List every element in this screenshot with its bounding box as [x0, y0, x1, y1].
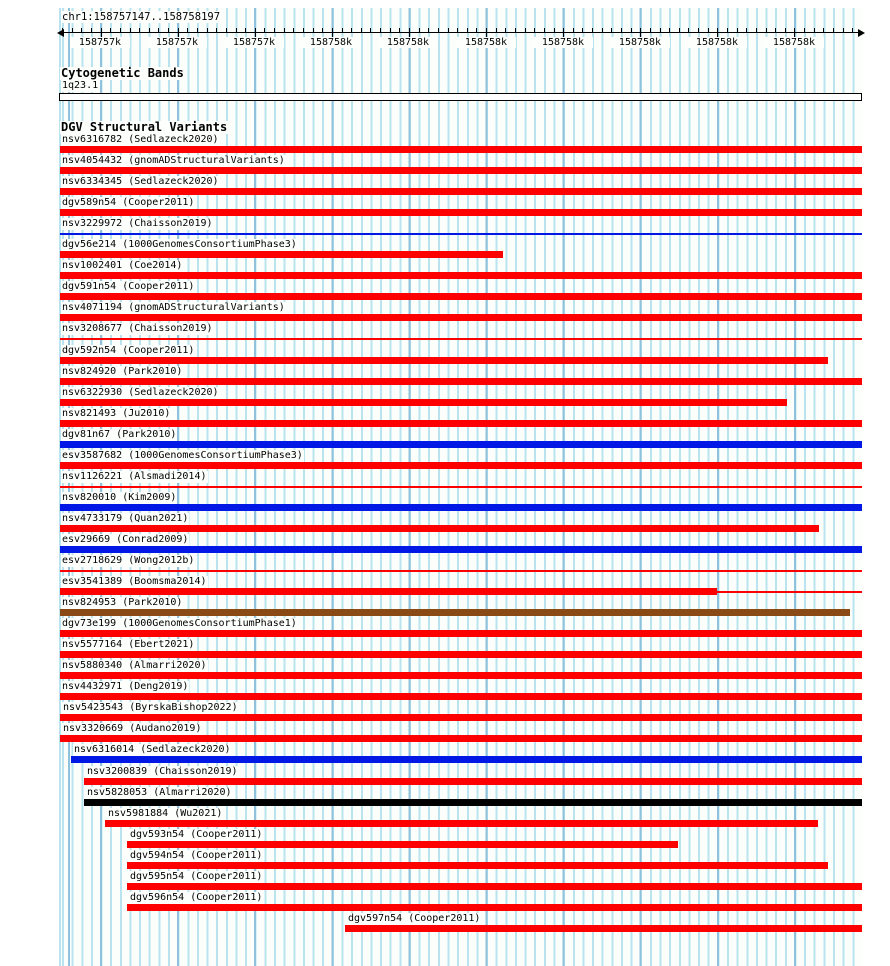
variant-label[interactable]: esv3587682 (1000GenomesConsortiumPhase3)	[62, 450, 303, 461]
ruler-minor-tick	[370, 28, 371, 33]
ruler-minor-tick	[650, 28, 651, 33]
ruler-tick-label: 158758k	[610, 37, 670, 48]
variant-bar[interactable]	[60, 420, 862, 427]
variant-label[interactable]: nsv3208677 (Chaisson2019)	[62, 323, 213, 334]
variant-bar[interactable]	[60, 272, 862, 279]
ruler-minor-tick	[621, 28, 622, 33]
variant-bar[interactable]	[60, 546, 862, 553]
variant-label[interactable]: dgv595n54 (Cooper2011)	[130, 871, 263, 882]
ruler-minor-tick	[62, 28, 63, 33]
ruler-minor-tick	[698, 28, 699, 33]
ruler-tick-label: 158758k	[687, 37, 747, 48]
variant-label[interactable]: dgv594n54 (Cooper2011)	[130, 850, 263, 861]
ruler-minor-tick	[139, 28, 140, 33]
ruler-minor-tick	[823, 28, 824, 33]
variant-label[interactable]: nsv6316782 (Sedlazeck2020)	[62, 134, 219, 145]
ruler-tick-label: 158757k	[70, 37, 130, 48]
ruler-minor-tick	[737, 28, 738, 33]
variant-label[interactable]: dgv596n54 (Cooper2011)	[130, 892, 263, 903]
ruler-minor-tick	[313, 28, 314, 33]
ruler-minor-tick	[197, 28, 198, 33]
ruler-minor-tick	[216, 28, 217, 33]
ruler-line	[60, 32, 862, 33]
ruler-minor-tick	[688, 28, 689, 33]
ruler-major-tick	[640, 28, 641, 37]
ruler-minor-tick	[351, 28, 352, 33]
ruler-minor-tick	[804, 28, 805, 33]
cytogenetic-band-label: 1q23.1	[62, 80, 99, 91]
variant-bar[interactable]	[60, 314, 862, 321]
ruler-minor-tick	[236, 28, 237, 33]
variant-bar[interactable]	[60, 588, 717, 595]
ruler-minor-tick	[158, 28, 159, 33]
variant-label[interactable]: esv2718629 (Wong2012b)	[62, 555, 195, 566]
variant-bar[interactable]	[60, 714, 862, 721]
ruler-tick-label: 158757k	[224, 37, 284, 48]
variant-bar[interactable]	[60, 504, 862, 511]
ruler-minor-tick	[467, 28, 468, 33]
variant-bar[interactable]	[84, 799, 862, 806]
ruler-minor-tick	[573, 28, 574, 33]
variant-label[interactable]: dgv56e214 (1000GenomesConsortiumPhase3)	[62, 239, 297, 250]
variant-label[interactable]: nsv821493 (Ju2010)	[62, 408, 171, 419]
variant-bar[interactable]	[127, 904, 862, 911]
ruler-major-tick	[101, 28, 102, 37]
ruler-minor-tick	[303, 28, 304, 33]
ruler-tick-label: 158758k	[378, 37, 438, 48]
variant-bar[interactable]	[345, 925, 862, 932]
variant-bar[interactable]	[60, 486, 862, 488]
variant-bar[interactable]	[60, 525, 819, 532]
ruler-minor-tick	[515, 28, 516, 33]
ruler-minor-tick	[187, 28, 188, 33]
variant-bar[interactable]	[60, 609, 850, 616]
ruler-minor-tick	[72, 28, 73, 33]
ruler-minor-tick	[554, 28, 555, 33]
variant-bar[interactable]	[60, 293, 862, 300]
ruler-minor-tick	[284, 28, 285, 33]
variant-label[interactable]: nsv3320669 (Audano2019)	[63, 723, 202, 734]
ruler-minor-tick	[428, 28, 429, 33]
variant-bar[interactable]	[60, 651, 862, 658]
ruler-minor-tick	[525, 28, 526, 33]
ruler-minor-tick	[274, 28, 275, 33]
variant-label[interactable]: dgv589n54 (Cooper2011)	[62, 197, 195, 208]
ruler-minor-tick	[448, 28, 449, 33]
ruler-minor-tick	[785, 28, 786, 33]
variant-bar[interactable]	[60, 693, 862, 700]
ruler-minor-tick	[669, 28, 670, 33]
ruler-minor-tick	[342, 28, 343, 33]
variant-label[interactable]: dgv592n54 (Cooper2011)	[62, 345, 195, 356]
ruler-major-tick	[409, 28, 410, 37]
ruler-minor-tick	[390, 28, 391, 33]
ruler-tick-label: 158757k	[147, 37, 207, 48]
ruler-minor-tick	[534, 28, 535, 33]
variant-label[interactable]: nsv6334345 (Sedlazeck2020)	[62, 176, 219, 187]
ruler-major-tick	[717, 28, 718, 37]
variant-bar[interactable]	[60, 378, 862, 385]
variant-bar[interactable]	[127, 883, 862, 890]
variant-label[interactable]: nsv1002401 (Coe2014)	[62, 260, 183, 271]
variant-bar[interactable]	[60, 233, 862, 235]
ruler-minor-tick	[419, 28, 420, 33]
ruler-minor-tick	[245, 28, 246, 33]
variant-label[interactable]: dgv73e199 (1000GenomesConsortiumPhase1)	[62, 618, 297, 629]
ruler-tick-label: 158758k	[301, 37, 361, 48]
ruler-minor-tick	[399, 28, 400, 33]
variant-label[interactable]: nsv824920 (Park2010)	[62, 366, 183, 377]
ruler-minor-tick	[592, 28, 593, 33]
ruler-minor-tick	[496, 28, 497, 33]
variant-bar[interactable]	[60, 462, 862, 469]
ruler-minor-tick	[505, 28, 506, 33]
cytogenetic-bands-title: Cytogenetic Bands	[61, 66, 184, 80]
region-label: chr1:158757147..158758197	[62, 11, 221, 23]
variant-label[interactable]: nsv5577164 (Ebert2021)	[62, 639, 195, 650]
ruler-minor-tick	[631, 28, 632, 33]
variant-bar[interactable]	[84, 778, 862, 785]
ruler-major-tick	[486, 28, 487, 37]
ruler-minor-tick	[293, 28, 294, 33]
ruler-minor-tick	[602, 28, 603, 33]
variant-label[interactable]: nsv820010 (Kim2009)	[62, 492, 177, 503]
ruler-minor-tick	[120, 28, 121, 33]
ruler-major-tick	[332, 28, 333, 37]
variant-bar[interactable]	[127, 841, 678, 848]
variant-bar[interactable]	[60, 357, 828, 364]
variant-bar[interactable]	[60, 209, 862, 216]
variant-bar[interactable]	[60, 441, 862, 448]
ruler-major-tick	[794, 28, 795, 37]
variant-label[interactable]: nsv5423543 (ByrskaBishop2022)	[63, 702, 238, 713]
ruler-minor-tick	[91, 28, 92, 33]
variant-bar[interactable]	[71, 756, 862, 763]
variant-label[interactable]: dgv597n54 (Cooper2011)	[348, 913, 481, 924]
variant-label[interactable]: nsv6316014 (Sedlazeck2020)	[74, 744, 231, 755]
ruler-major-tick	[563, 28, 564, 37]
ruler-major-tick	[178, 28, 179, 37]
variant-label[interactable]: nsv5981884 (Wu2021)	[108, 808, 223, 819]
ruler-minor-tick	[756, 28, 757, 33]
ruler-minor-tick	[168, 28, 169, 33]
ruler-tick-label: 158758k	[764, 37, 824, 48]
ruler-minor-tick	[322, 28, 323, 33]
variant-label[interactable]: nsv3200839 (Chaisson2019)	[87, 766, 238, 777]
ruler-minor-tick	[81, 28, 82, 33]
variant-label[interactable]: nsv824953 (Park2010)	[62, 597, 183, 608]
ruler-minor-tick	[814, 28, 815, 33]
ruler-minor-tick	[660, 28, 661, 33]
variant-bar[interactable]	[60, 188, 862, 195]
variant-label[interactable]: nsv5828053 (Almarri2020)	[87, 787, 232, 798]
variant-label[interactable]: dgv593n54 (Cooper2011)	[130, 829, 263, 840]
variant-bar[interactable]	[60, 672, 862, 679]
variant-bar[interactable]	[127, 862, 828, 869]
ruler-major-tick	[255, 28, 256, 37]
ruler-minor-tick	[679, 28, 680, 33]
variant-label[interactable]: nsv4733179 (Quan2021)	[62, 513, 189, 524]
ruler-minor-tick	[380, 28, 381, 33]
variant-bar[interactable]	[60, 167, 862, 174]
ruler-minor-tick	[207, 28, 208, 33]
variant-label[interactable]: nsv6322930 (Sedlazeck2020)	[62, 387, 219, 398]
ruler-minor-tick	[611, 28, 612, 33]
variant-bar[interactable]	[60, 251, 503, 258]
ruler-minor-tick	[457, 28, 458, 33]
variant-bar[interactable]	[60, 570, 862, 572]
ruler-right-arrow-icon	[858, 29, 865, 37]
ruler-minor-tick	[226, 28, 227, 33]
variant-label[interactable]: esv3541389 (Boomsma2014)	[62, 576, 207, 587]
variant-label[interactable]: nsv4054432 (gnomADStructuralVariants)	[62, 155, 285, 166]
ruler-minor-tick	[843, 28, 844, 33]
ruler-minor-tick	[438, 28, 439, 33]
ruler-minor-tick	[264, 28, 265, 33]
variant-bar[interactable]	[60, 630, 862, 637]
ruler-minor-tick	[149, 28, 150, 33]
ruler-minor-tick	[544, 28, 545, 33]
ruler-tick-label: 158758k	[533, 37, 593, 48]
ruler-minor-tick	[130, 28, 131, 33]
variant-label[interactable]: dgv591n54 (Cooper2011)	[62, 281, 195, 292]
ruler-minor-tick	[852, 28, 853, 33]
variant-label[interactable]: nsv4432971 (Deng2019)	[62, 681, 189, 692]
ruler-minor-tick	[361, 28, 362, 33]
variant-bar[interactable]	[60, 338, 862, 340]
variant-bar[interactable]	[60, 399, 787, 406]
variant-bar[interactable]	[60, 146, 862, 153]
cytogenetic-band-bar[interactable]	[59, 93, 862, 101]
variant-label[interactable]: nsv4071194 (gnomADStructuralVariants)	[62, 302, 285, 313]
variant-label[interactable]: dgv81n67 (Park2010)	[62, 429, 177, 440]
ruler-minor-tick	[746, 28, 747, 33]
ruler-minor-tick	[727, 28, 728, 33]
ruler-minor-tick	[708, 28, 709, 33]
ruler-minor-tick	[476, 28, 477, 33]
variant-label[interactable]: esv29669 (Conrad2009)	[62, 534, 189, 545]
variant-label[interactable]: nsv1126221 (Alsmadi2014)	[62, 471, 207, 482]
dgv-structural-variants-title: DGV Structural Variants	[61, 120, 228, 134]
ruler-minor-tick	[833, 28, 834, 33]
ruler-minor-tick	[582, 28, 583, 33]
ruler-minor-tick	[110, 28, 111, 33]
variant-bar[interactable]	[60, 735, 862, 742]
variant-bar[interactable]	[717, 591, 862, 593]
ruler-tick-label: 158758k	[456, 37, 516, 48]
variant-label[interactable]: nsv5880340 (Almarri2020)	[62, 660, 207, 671]
ruler-minor-tick	[766, 28, 767, 33]
variant-bar[interactable]	[105, 820, 818, 827]
variant-label[interactable]: nsv3229972 (Chaisson2019)	[62, 218, 213, 229]
ruler-minor-tick	[775, 28, 776, 33]
